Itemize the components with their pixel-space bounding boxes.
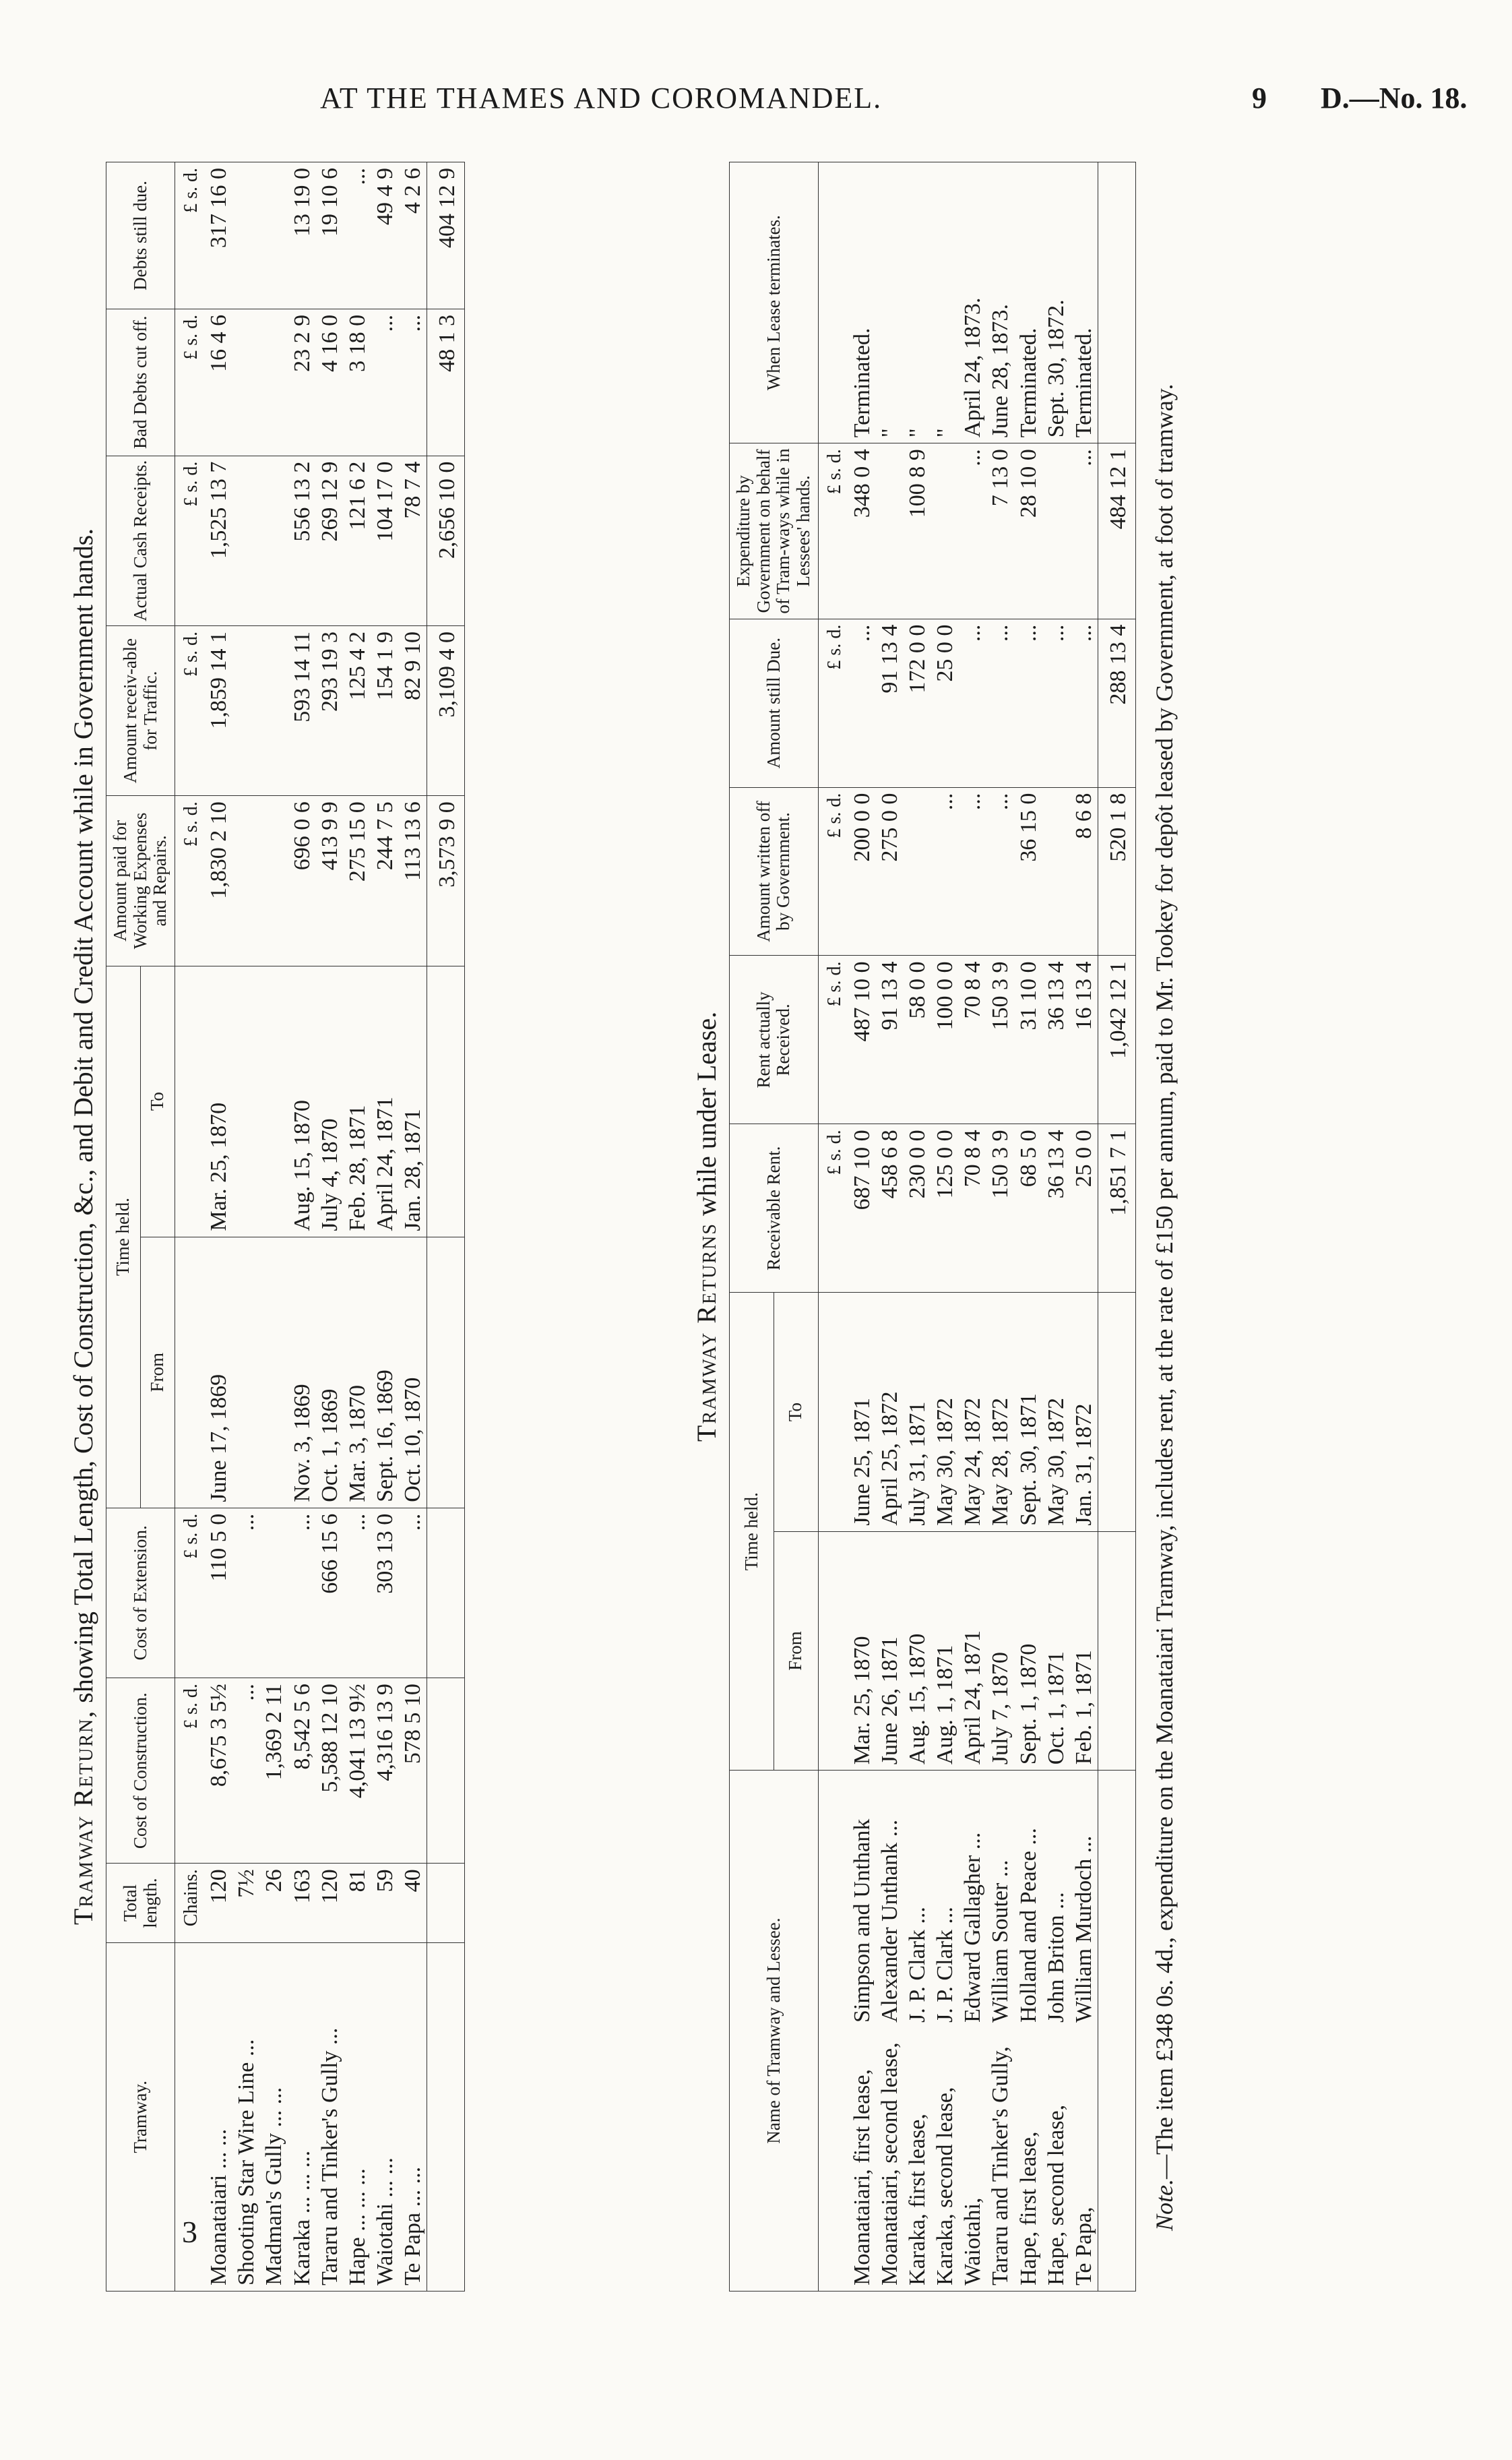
table1-totals: 3,573 9 0 3,109 4 0 2,656 10 0 48 1 3 404 12 9 bbox=[427, 162, 465, 2292]
units-row-2: £ s. d. £ s. d. £ s. d. £ s. d. £ s. d. bbox=[818, 162, 848, 2292]
table2-section bbox=[691, 162, 1180, 2292]
table-row: Moanataiari, first lease,Simpson and Unthank Mar. 25, 1870 June 25, 1871 687 10 0 487 10 0 200 0 0 ... 348 0 4 Terminated. bbox=[848, 162, 876, 2292]
running-header-title: AT THE THAMES AND COROMANDEL. bbox=[320, 82, 883, 115]
col-tramway: Tramway. bbox=[106, 1942, 175, 2291]
table-row: Tararu and Tinker's Gully,William Souter ... July 7, 1870 May 28, 1872 150 3 9 150 3 9 ... ... 7 13 0 June 28, 1873. bbox=[986, 162, 1014, 2292]
units-row: Chains. £ s. d. £ s. d. £ s. d. £ s. d. £ s. d. £ s. d. £ s. d. bbox=[175, 162, 206, 2292]
table2 bbox=[729, 162, 1136, 2292]
col-bad-debts: Bad Debts cut off. bbox=[106, 309, 175, 456]
col-expenditure: Expenditure by Government on behalf of Tram-ways while in Lessees' hands. bbox=[730, 443, 819, 619]
col-to: To bbox=[141, 966, 175, 1237]
document-code: D.—No. 18. bbox=[1321, 82, 1468, 115]
rotated-content bbox=[67, 162, 1267, 2292]
col-time-held-2: Time held. bbox=[730, 1293, 774, 1771]
table1 bbox=[106, 162, 465, 2292]
table-row: Te Papa,William Murdoch ... Feb. 1, 1871 Jan. 31, 1872 25 0 0 16 13 4 8 6 8 ... ... Terminated. bbox=[1070, 162, 1098, 2292]
col-from: From bbox=[141, 1237, 175, 1508]
col-receivable: Receivable Rent. bbox=[730, 1124, 819, 1293]
table2-title: Tramway Returns while under Lease. bbox=[691, 1011, 722, 1442]
table-row: Waiotahi ... ... 59 4,316 13 9 303 13 0 Sept. 16, 1869 April 24, 1871 244 7 5 154 1 9 104 17 0 ... 49 4 9 bbox=[371, 162, 399, 2292]
col-debts-due: Debts still due. bbox=[106, 162, 175, 309]
table-row: Tararu and Tinker's Gully ... 120 5,588 12 10 666 15 6 Oct. 1, 1869 July 4, 1870 413 9 9 293 19 3 269 12 9 4 16 0 19 10 6 bbox=[316, 162, 344, 2292]
col-received: Rent actually Received. bbox=[730, 956, 819, 1124]
col-construction: Cost of Construction. bbox=[106, 1678, 175, 1864]
col-length: Total length. bbox=[106, 1864, 175, 1942]
table-row: Moanataiari, second lease,Alexander Unthank ... June 26, 1871 April 25, 1872 458 6 8 91 13 4 275 0 0 91 13 4 " bbox=[876, 162, 904, 2292]
col-still-due: Amount still Due. bbox=[730, 619, 819, 787]
page-number: 9 bbox=[1252, 82, 1268, 115]
col-written-off: Amount written off by Government. bbox=[730, 787, 819, 956]
col-time-held: Time held. bbox=[106, 966, 141, 1508]
col-extension: Cost of Extension. bbox=[106, 1508, 175, 1678]
table-row: Karaka ... ... ... 163 8,542 5 6 ... Nov. 3, 1869 Aug. 15, 1870 696 0 6 593 14 11 556 13 2 23 2 9 13 19 0 bbox=[288, 162, 316, 2292]
col-receipts: Actual Cash Receipts. bbox=[106, 456, 175, 625]
col-terminates: When Lease terminates. bbox=[730, 162, 819, 443]
table-row: Te Papa ... ... 40 578 5 10 ... Oct. 10, 1870 Jan. 28, 1871 113 13 6 82 9 10 78 7 4 ... 4 2 6 bbox=[399, 162, 427, 2292]
col-to-2: To bbox=[774, 1293, 818, 1531]
table-row: Karaka, first lease,J. P. Clark ... Aug. 15, 1870 July 31, 1871 230 0 0 58 0 0 172 0 0 100 8 9 " bbox=[904, 162, 931, 2292]
table1-title: Tramway Return, showing Total Length, Cost of Construction, &c., and Debit and Credit Account while in Government hands. bbox=[68, 528, 98, 1926]
table-row: Moanataiari ... ... 120 8,675 3 5½ 110 5 0 June 17, 1869 Mar. 25, 1870 1,830 2 10 1,859 14 1 1,525 13 7 16 4 6 317 16 0 bbox=[205, 162, 232, 2292]
table-row: Hape, second lease,John Briton ... Oct. 1, 1871 May 30, 1872 36 13 4 36 13 4 ... Sept. 30, 1872. bbox=[1042, 162, 1070, 2292]
side-page-number: 3 bbox=[182, 2215, 197, 2249]
table-row: Shooting Star Wire Line ... 7½ ... ... bbox=[232, 162, 260, 2292]
table-row: Hape ... ... ... 81 4,041 13 9½ ... Mar. 3, 1870 Feb. 28, 1871 275 15 0 125 4 2 121 6 2 3 18 0 ... bbox=[344, 162, 371, 2292]
table-row: Karaka, second lease,J. P. Clark ... Aug. 1, 1871 May 30, 1872 125 0 0 100 0 0 ... 25 0 0 " bbox=[931, 162, 959, 2292]
col-traffic: Amount receiv-able for Traffic. bbox=[106, 625, 175, 795]
col-from-2: From bbox=[774, 1531, 818, 1770]
footnote: Note.—The item £348 0s. 4d., expenditure on the Moanataiari Tramway, includes rent, at the rate of £150 per annum, paid to Mr. Tookey for depôt leased by Government, at foot of tramway. bbox=[1150, 383, 1178, 2231]
table2-totals: 1,851 7 1 1,042 12 1 520 1 8 288 13 4 484 12 1 bbox=[1098, 162, 1135, 2292]
table-row: Madman's Gully ... ... 26 1,369 2 11 bbox=[260, 162, 288, 2292]
table-row: Waiotahi,Edward Gallagher ... April 24, 1871 May 24, 1872 70 8 4 70 8 4 ... ... ... April 24, 1873. bbox=[959, 162, 986, 2292]
table1-section bbox=[67, 162, 465, 2292]
col-name-lessee: Name of Tramway and Lessee. bbox=[730, 1771, 819, 2292]
table-row: Hape, first lease,Holland and Peace ... Sept. 1, 1870 Sept. 30, 1871 68 5 0 31 10 0 36 15 0 ... 28 10 0 Terminated. bbox=[1015, 162, 1042, 2292]
col-working: Amount paid for Working Expenses and Repairs. bbox=[106, 796, 175, 966]
